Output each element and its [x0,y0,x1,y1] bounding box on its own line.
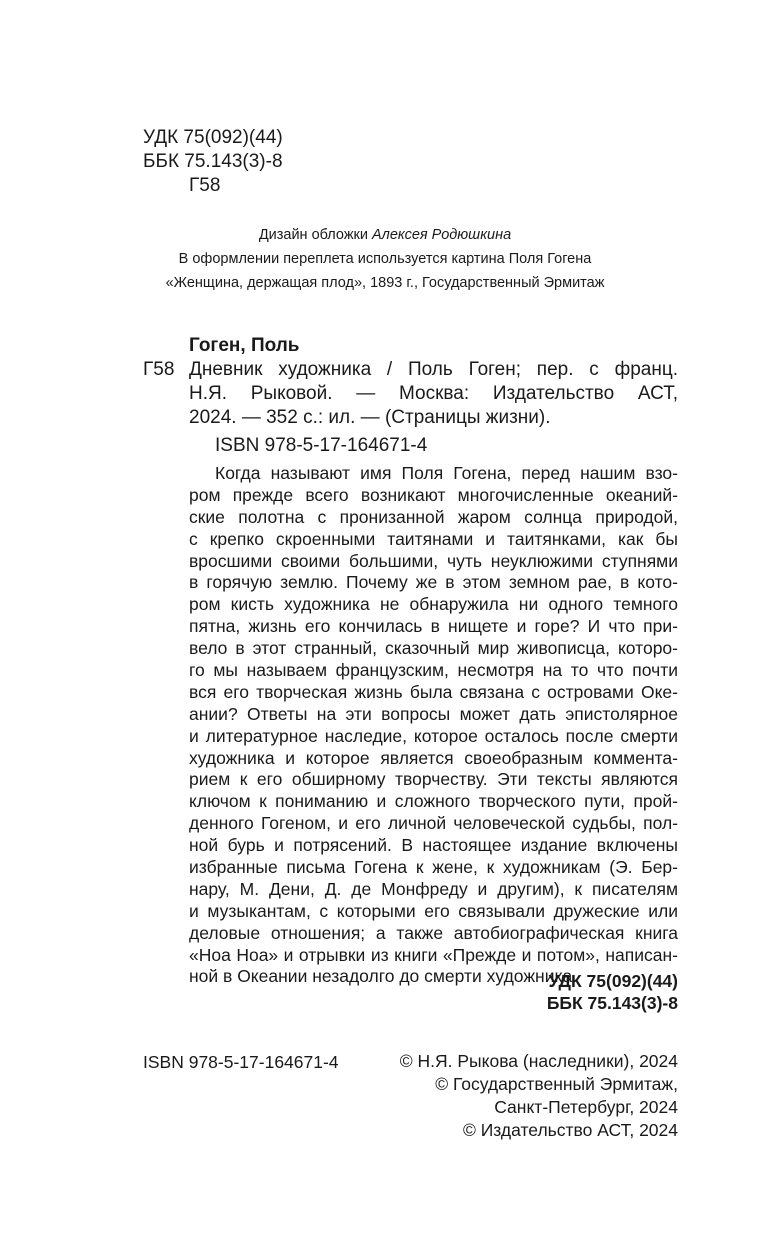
cover-designer: Алексея Родюшкина [372,227,512,243]
annotation-line: ром кисть художника не обнаружила ни одного темного [189,594,678,615]
annotation-line: ключом к пониманию и сложного творческого пути, прой- [189,791,678,812]
annotation-line: деловые отношения; а также автобиографическая книга [189,922,678,943]
title-line: Н.Я. Рыковой. — Москва: Издательство АСТ, [189,383,678,404]
record-title [189,358,678,430]
bbk-code: ББК 75.143(3)-8 [143,151,283,172]
cover-design-line [120,223,650,247]
annotation [189,463,678,988]
annotation-line: избранные письма Гогена к жене, к художникам (Э. Бер- [189,857,678,878]
annotation-line: ной в Океании незадолго до смерти художника. [189,966,578,987]
annotation-line: ские полотна с пронизанной жаром солнца природой, [189,506,678,527]
footer-isbn: ISBN 978-5-17-164671-4 [143,1052,339,1072]
cover-design-prefix: Дизайн обложки [258,227,368,243]
annotation-line: вся его творческая жизнь была связана с островами Оке- [189,681,678,702]
author-sign: Г58 [189,175,221,196]
index-udk: УДК 75(092)(44) [548,971,678,991]
annotation-line: вело в этот странный, сказочный мир живописца, которо- [189,638,678,659]
copyright-line: Санкт-Петербург, 2024 [494,1097,678,1117]
annotation-line: го мы называем французским, несмотря на то что почти [189,660,678,681]
annotation-line: «Ноа Ноа» и отрывки из книги «Прежде и потом», написан- [189,944,678,965]
annotation-line: пятна, жизнь его кончилась в нищете и горе? И что при- [189,616,678,637]
classification-block [143,126,283,198]
annotation-line: ании? Ответы на эти вопросы может дать эпистолярное [189,703,678,724]
annotation-line: вросшими своими большими, чуть неуклюжими ступнями [189,550,678,571]
annotation-line: нару, М. Дени, Д. де Монфреду и другим), к писателям [189,878,678,899]
annotation-line: художника и которое является своеобразным коммента- [189,747,678,768]
record-author-sign: Г58 [143,359,175,380]
record-author: Гоген, Поль [189,335,300,356]
index-bbk: ББК 75.143(3)-8 [546,993,678,1013]
annotation-line: ной бурь и потрясений. В настоящее издание включены [189,835,678,856]
annotation-line: денного Гогеном, и его личной человеческой судьбы, пол- [189,813,678,834]
title-line: Дневник художника / Поль Гоген; пер. с франц. [189,359,678,380]
annotation-line: ром прежде всего возникают многочисленные океаний- [189,484,678,505]
binding-line: В оформлении переплета используется картина Поля Гогена [178,251,592,267]
copyright-line: © Государственный Эрмитаж, [435,1074,678,1094]
record-isbn: ISBN 978-5-17-164671-4 [215,435,428,456]
annotation-line: с крепко скроенными таитянами и таитянками, как бы [189,528,678,549]
copyright-line: © Н.Я. Рыкова (наследники), 2024 [399,1051,678,1071]
annotation-line: и литературное наследие, которое осталось после смерти [189,725,678,746]
copyright-block [400,1050,678,1142]
index-codes [547,970,678,1014]
udk-code: УДК 75(092)(44) [143,127,283,148]
annotation-line: и музыкантам, с которыми его связывали дружеские или [189,900,678,921]
painting-line: «Женщина, держащая плод», 1893 г., Государственный Эрмитаж [165,275,605,291]
annotation-line: Когда называют имя Поля Гогена, перед нашим взо- [215,463,678,483]
credits-block [120,223,650,295]
copyright-line: © Издательство АСТ, 2024 [462,1120,678,1140]
annotation-line: в горячую землю. Почему же в этом земном рае, в кото- [189,572,678,593]
annotation-line: рием к его обширному творчеству. Эти тексты являются [189,769,678,790]
title-line: 2024. — 352 с.: ил. — (Страницы жизни). [189,407,551,428]
